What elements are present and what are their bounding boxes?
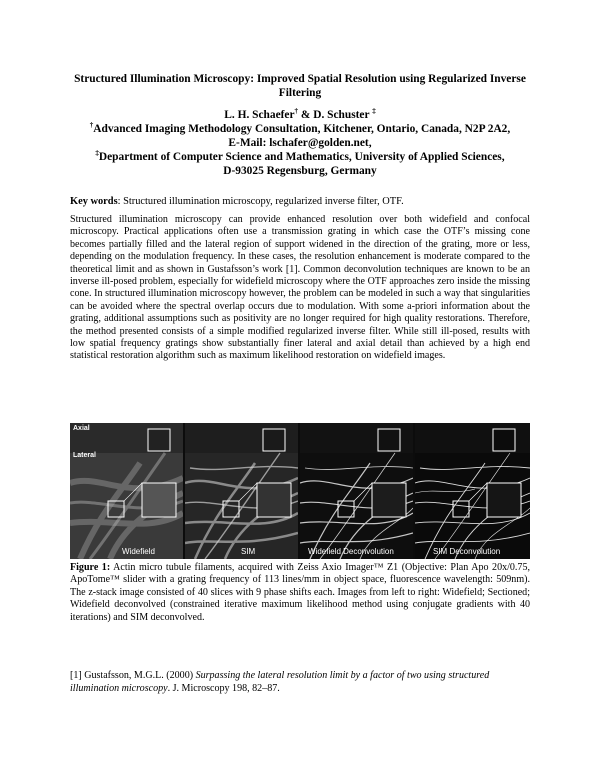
panel-sim [185, 423, 298, 559]
panel-label-sim: SIM [241, 547, 256, 556]
affiliation-1: †Advanced Imaging Methodology Consultation, Kitchener, Ontario, Canada, N2P 2A2, [89, 121, 511, 135]
reference-prefix: [1] Gustafsson, M.G.L. (2000) [70, 670, 196, 681]
microscopy-image [70, 423, 183, 559]
dagger-mark-aff: † [89, 121, 94, 130]
reference-1 [70, 670, 530, 695]
author-2: & D. Schuster [298, 109, 370, 121]
microscopy-image [185, 423, 298, 559]
keywords [70, 195, 530, 208]
ddagger-mark: ‡ [372, 107, 376, 116]
lateral-label: Lateral [73, 452, 96, 459]
caption-text: Actin micro tubule filaments, acquired with Zeiss Axio Imager™ Z1 (Objective: Plan Apo 20x/0.75, ApoTome™ slider with a grating frequency of 113 lines/mm in object space, fluorescence wavelength: 509nm). The z-stack image consisted of 40 slices with 9 phase shifts each. Images from left to right: Widefield; Sectioned; Widefield deconvolved (constrained iterative maximum likelihood method using conjugate gradients with 40 iterations) and SIM deconvolved. [70, 562, 530, 623]
author-line [70, 108, 530, 122]
microscopy-image [300, 423, 413, 559]
panel-sim-deconvolution [415, 423, 530, 559]
keywords-text: : Structured illumination microscopy, regularized inverse filter, OTF. [117, 196, 404, 207]
caption-label: Figure 1: [70, 562, 111, 573]
panel-label-widefield-deconvolution: Widefield Deconvolution [308, 547, 394, 556]
panel-label-sim-deconvolution: SIM Deconvolution [433, 547, 501, 556]
affiliation-2: ‡Department of Computer Science and Mathematics, University of Applied Sciences, [95, 149, 505, 163]
panel-label-widefield: Widefield [122, 547, 155, 556]
author-1: L. H. Schaefer [224, 109, 295, 121]
author-email: E-Mail: lschafer@golden.net, [228, 137, 372, 149]
author-block [70, 108, 530, 178]
panel-widefield-deconvolution [300, 423, 413, 559]
ddagger-mark-aff: ‡ [95, 149, 99, 158]
reference-title: Surpassing the lateral resolution limit by a factor of two using structured illumination microscopy [70, 670, 490, 694]
abstract-text: Structured illumination microscopy can provide enhanced resolution over both widefield and confocal microscopy. Practical applications often use a transmission grating in which case the OTF’s missing cone becomes partially filled and the lateral region of support widened in the direction of the grating, more or less, depending on the modulation frequency. In these cases, the resolution enhancement is moderate compared to the theoretical limit and as shown in Gustafsson’s work [1]. Common deconvolution techniques are known to be an inverse ill-posed problem, especially for widefield microscopy where the OTF approaches zero inside the missing cone. In structured illumination microscopy however, the problem can be modeled in such a way that singularities can be avoided where the spectral overlap occurs due to modulation. With some a-priori information about the grating, additional assumptions such as positivity are no longer required for high quality restorations. Therefore, the method presented consists of a simple modified regularized inverse filter. While still ill-posed, results with low spatial frequency gratings show substantially finer lateral and axial detail than achieved by a high end statistical restoration algorithm such as maximum likelihood restoration on widefield images. [70, 214, 530, 362]
dagger-mark: † [294, 107, 299, 116]
affiliation-2-city: D-93025 Regensburg, Germany [223, 165, 377, 177]
microscopy-image [415, 423, 530, 559]
panel-widefield [70, 423, 183, 559]
figure-1-image [70, 423, 530, 559]
figure-caption [70, 562, 530, 624]
paper-title: Structured Illumination Microscopy: Improved Spatial Resolution using Regularized Inverse Filtering [74, 73, 526, 99]
reference-suffix: . J. Microscopy 198, 82–87. [167, 682, 280, 694]
keywords-label: Key words [70, 196, 118, 207]
axial-label: Axial [73, 425, 90, 432]
